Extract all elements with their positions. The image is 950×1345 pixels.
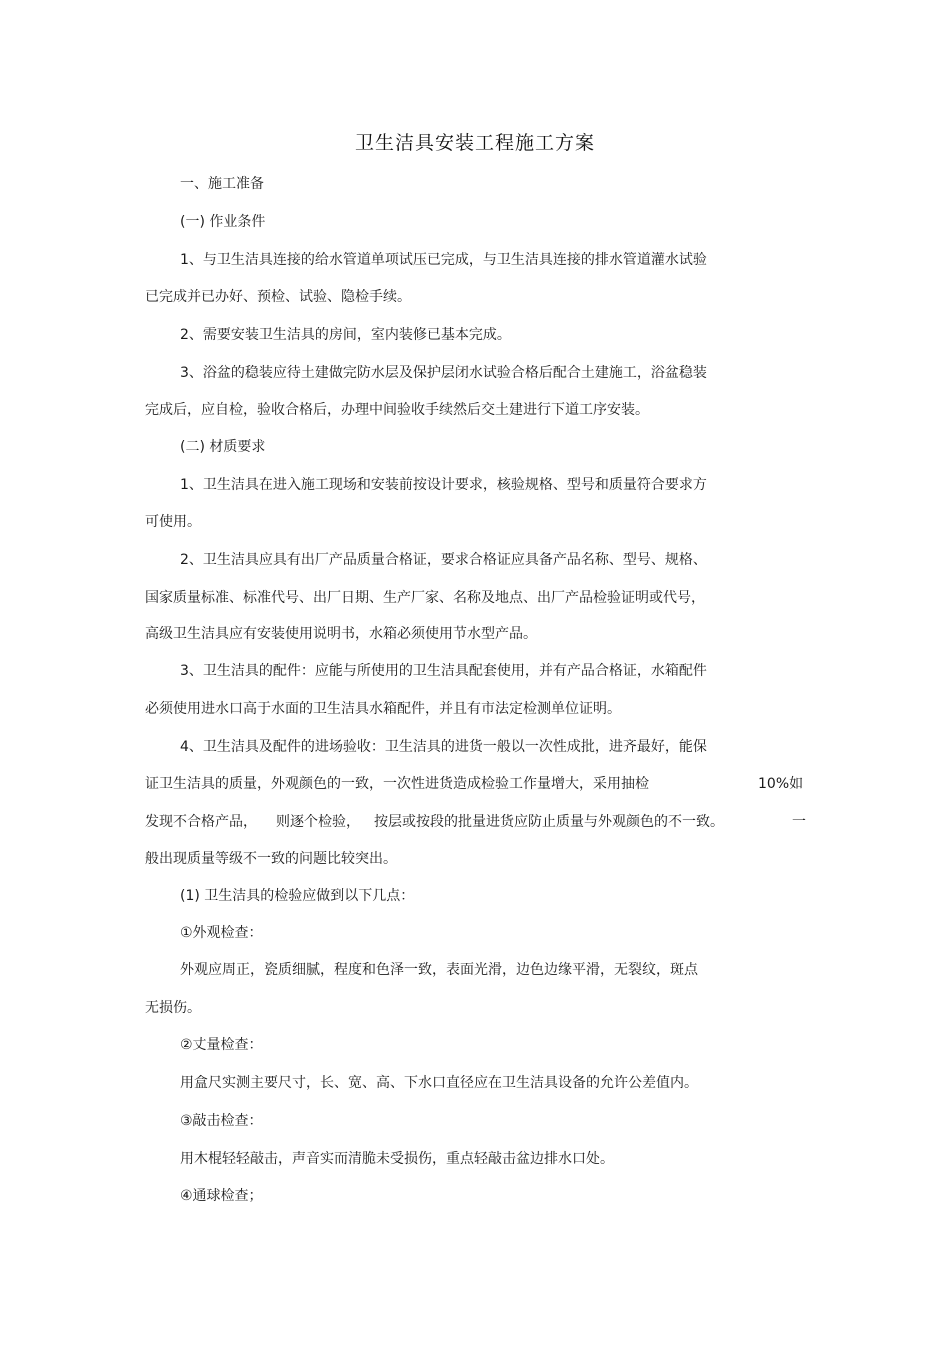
section-heading: 一、施工准备 [180, 176, 264, 192]
list-item-heading: ②丈量检查： [180, 1037, 263, 1053]
paragraph-line: 完成后，应自检，验收合格后，办理中间验收手续然后交土建进行下道工序安装。 [145, 402, 649, 418]
paragraph-line: 2、需要安装卫生洁具的房间，室内装修已基本完成。 [180, 327, 511, 343]
paragraph-line: 用盒尺实测主要尺寸，长、宽、高、下水口直径应在卫生洁具设备的允许公差值内。 [180, 1075, 698, 1091]
subsection-heading: (二) 材质要求 [180, 439, 266, 455]
paragraph-fragment: 发现不合格产品， [145, 814, 257, 830]
paragraph-line: 无损伤。 [145, 1000, 201, 1016]
paragraph-line: 必须使用进水口高于水面的卫生洁具水箱配件，并且有市法定检测单位证明。 [145, 701, 621, 717]
subsection-heading: (一) 作业条件 [180, 214, 266, 230]
list-item-heading: ④通球检查； [180, 1188, 263, 1204]
paragraph-fragment: 10%如 [758, 776, 804, 792]
list-item-heading: ①外观检查： [180, 925, 263, 941]
paragraph-line: 1、与卫生洁具连接的给水管道单项试压已完成，与卫生洁具连接的排水管道灌水试验 [180, 252, 707, 268]
paragraph-line: 3、卫生洁具的配件：应能与所使用的卫生洁具配套使用，并有产品合格证，水箱配件 [180, 663, 707, 679]
list-item-heading: ③敲击检查： [180, 1113, 263, 1129]
paragraph-line: 国家质量标准、标准代号、出厂日期、生产厂家、名称及地点、出厂产品检验证明或代号， [145, 590, 705, 606]
paragraph-line: 4、卫生洁具及配件的进场验收：卫生洁具的进货一般以一次性成批，进齐最好，能保 [180, 739, 707, 755]
paragraph-line: 高级卫生洁具应有安装使用说明书，水箱必须使用节水型产品。 [145, 626, 537, 642]
paragraph-line: 用木棍轻轻敲击，声音实而清脆未受损伤，重点轻敲击盆边排水口处。 [180, 1151, 614, 1167]
paragraph-line: 般出现质量等级不一致的问题比较突出。 [145, 851, 397, 867]
document-title: 卫生洁具安装工程施工方案 [354, 132, 595, 154]
paragraph-line: 可使用。 [145, 514, 201, 530]
paragraph-line: 3、浴盆的稳装应待土建做完防水层及保护层闭水试验合格后配合土建施工，浴盆稳装 [180, 365, 707, 381]
list-heading: (1) 卫生洁具的检验应做到以下几点： [180, 888, 415, 904]
paragraph-line: 1、卫生洁具在进入施工现场和安装前按设计要求，核验规格、型号和质量符合要求方 [180, 477, 707, 493]
paragraph-line: 证卫生洁具的质量，外观颜色的一致，一次性进货造成检验工作量增大，采用抽检 [145, 776, 649, 792]
paragraph-fragment: 一 [792, 814, 806, 830]
paragraph-line: 2、卫生洁具应具有出厂产品质量合格证，要求合格证应具备产品名称、型号、规格、 [180, 552, 707, 568]
paragraph-line: 已完成并已办好、预检、试验、隐检手续。 [145, 289, 411, 305]
paragraph-fragment: 则逐个检验， [276, 814, 360, 830]
paragraph-fragment: 按层或按段的批量进货应防止质量与外观颜色的不一致。 [374, 814, 724, 830]
paragraph-line: 外观应周正，瓷质细腻，程度和色泽一致，表面光滑，边色边缘平滑，无裂纹，斑点 [180, 962, 698, 978]
